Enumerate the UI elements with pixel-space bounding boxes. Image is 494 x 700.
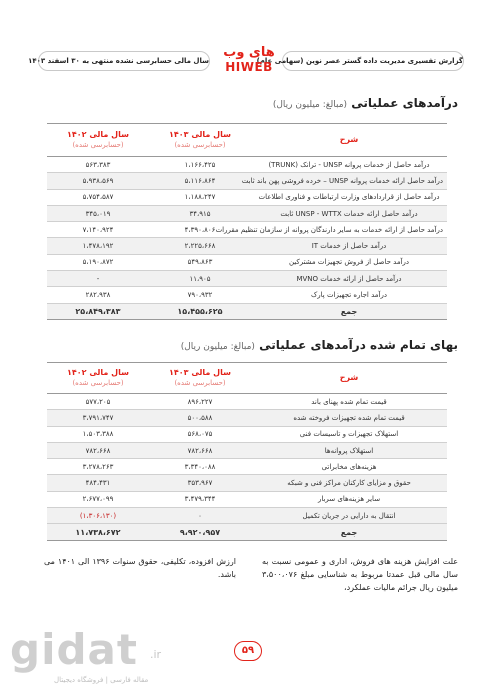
table-row bbox=[47, 271, 447, 287]
revenue-col-desc: شرح bbox=[251, 124, 447, 157]
table-row bbox=[47, 173, 447, 189]
cost-table-header bbox=[47, 363, 447, 394]
total-1402: ۲۵،۸۴۹،۳۸۳ bbox=[47, 303, 149, 319]
row-desc: استهلاک تجهیزات و تاسیسات فنی bbox=[251, 426, 447, 442]
value-1403: ۳،۳۴۰،۰۸۸ bbox=[149, 459, 251, 475]
revenue-section-title bbox=[273, 96, 458, 110]
page-header bbox=[28, 45, 463, 76]
value-1402: (۱،۳۰۶،۱۳۰) bbox=[47, 508, 149, 524]
value-1402: ۳۴۵،۰۱۹ bbox=[47, 205, 149, 221]
revenue-col-1402-sub: (حسابرسی شده) bbox=[72, 141, 124, 149]
value-1403: ۳،۴۷۹،۳۴۴ bbox=[149, 491, 251, 507]
value-1403: ۷۸۲،۶۶۸ bbox=[149, 442, 251, 458]
total-label: جمع bbox=[251, 303, 447, 319]
table-row bbox=[47, 442, 447, 458]
row-desc: درآمد حاصل از قراردادهای وزارت ارتباطات و فناوری اطلاعات bbox=[251, 189, 447, 205]
revenue-col-1403-sub: (حسابرسی شده) bbox=[174, 141, 226, 149]
value-1403: ۰ bbox=[149, 508, 251, 524]
row-desc: هزینه‌های مخابراتی bbox=[251, 459, 447, 475]
total-label: جمع bbox=[251, 524, 447, 540]
cost-col-1402 bbox=[47, 363, 149, 394]
cost-col-1403-sub: (حسابرسی شده) bbox=[174, 379, 226, 387]
period-pill: سال مالی حسابرسی نشده منتهی به ۳۰ اسفند ۱۴۰۳ bbox=[38, 51, 210, 71]
row-desc: قیمت تمام شده پهنای باند bbox=[251, 394, 447, 410]
value-1402: ۵،۷۵۴،۵۸۷ bbox=[47, 189, 149, 205]
logo-persian-text: های وب bbox=[223, 45, 275, 60]
table-row bbox=[47, 205, 447, 221]
total-1402: ۱۱،۷۳۸،۶۷۲ bbox=[47, 524, 149, 540]
revenue-col-1402-label: سال مالی ۱۴۰۲ bbox=[67, 130, 129, 139]
value-1403: ۷۹۰،۹۳۲ bbox=[149, 287, 251, 303]
row-desc: درآمد حاصل از خدمات IT bbox=[251, 238, 447, 254]
hiweb-logo bbox=[220, 46, 278, 76]
revenue-col-1403-label: سال مالی ۱۴۰۳ bbox=[169, 130, 231, 139]
cost-col-1403 bbox=[149, 363, 251, 394]
table-row bbox=[47, 508, 447, 524]
value-1403: ۵۴۹،۸۶۳ bbox=[149, 254, 251, 270]
cost-col-desc: شرح bbox=[251, 363, 447, 394]
cost-title-text: بهای تمام شده درآمدهای عملیاتی bbox=[259, 338, 458, 352]
value-1402: ۵،۱۹۰،۸۷۲ bbox=[47, 254, 149, 270]
table-row bbox=[47, 475, 447, 491]
watermark-caption: مقاله فارسی | فروشگاه دیجیتال bbox=[54, 676, 149, 684]
value-1402: ۱،۴۷۸،۱۹۲ bbox=[47, 238, 149, 254]
row-desc: درآمد حاصل از خدمات پروانه UNSP - ترانک (TRUNK) bbox=[251, 157, 447, 173]
value-1402: ۲،۶۷۷،۰۹۹ bbox=[47, 491, 149, 507]
cost-col-1402-sub: (حسابرسی شده) bbox=[72, 379, 124, 387]
table-row bbox=[47, 491, 447, 507]
value-1402: ۲۸۲،۹۳۸ bbox=[47, 287, 149, 303]
value-1403: ۲،۲۲۵،۶۶۸ bbox=[149, 238, 251, 254]
cost-col-1402-label: سال مالی ۱۴۰۲ bbox=[67, 368, 129, 377]
table-row bbox=[47, 157, 447, 173]
table-row bbox=[47, 238, 447, 254]
cost-table bbox=[47, 362, 447, 541]
value-1402: ۵۷۷،۲۰۵ bbox=[47, 394, 149, 410]
watermark-tld: .ir bbox=[150, 648, 162, 661]
table-row bbox=[47, 222, 447, 238]
table-row bbox=[47, 410, 447, 426]
cost-section-title bbox=[181, 338, 458, 352]
table-row bbox=[47, 254, 447, 270]
table-row bbox=[47, 394, 447, 410]
value-1403: ۳۴،۹۱۵ bbox=[149, 205, 251, 221]
note-paragraph-left: ارزش افزوده، تکلیفی، حقوق سنوات ۱۳۹۶ الی ۱۴۰۱ می باشد. bbox=[44, 557, 236, 579]
row-desc: درآمد حاصل ارائه خدمات UNSP - WTTX ثابت bbox=[251, 205, 447, 221]
value-1403: ۵۶۸،۰۷۵ bbox=[149, 426, 251, 442]
value-1402: ۵،۹۳۸،۵۶۹ bbox=[47, 173, 149, 189]
value-1403: ۱،۱۸۸،۲۴۷ bbox=[149, 189, 251, 205]
table-row bbox=[47, 189, 447, 205]
cost-unit: (مبالغ: میلیون ریال) bbox=[180, 342, 255, 352]
row-desc: درآمد حاصل از ارائه خدمات MVNO bbox=[251, 271, 447, 287]
watermark bbox=[10, 626, 180, 696]
report-title-pill: گزارش تفسیری مدیریت داده گستر عصر نوین (سهامی عام) bbox=[282, 51, 464, 71]
revenue-col-1402 bbox=[47, 124, 149, 157]
value-1403: ۸۹۶،۲۲۷ bbox=[149, 394, 251, 410]
row-desc: درآمد اجاره تجهیزات پارک bbox=[251, 287, 447, 303]
value-1403: ۱،۱۶۶،۴۲۵ bbox=[149, 157, 251, 173]
value-1402: ۳،۷۹۱،۷۴۷ bbox=[47, 410, 149, 426]
row-desc: قیمت تمام شده تجهیزات فروخته شده bbox=[251, 410, 447, 426]
value-1402: ۵۶۳،۳۸۳ bbox=[47, 157, 149, 173]
row-desc: استهلاک پروانه‌ها bbox=[251, 442, 447, 458]
table-row bbox=[47, 459, 447, 475]
row-desc: انتقال به دارایی در جریان تکمیل bbox=[251, 508, 447, 524]
table-row bbox=[47, 287, 447, 303]
revenue-table bbox=[47, 123, 447, 320]
table-row bbox=[47, 426, 447, 442]
value-1403: ۴،۳۹۰،۸۰۶ bbox=[149, 222, 251, 238]
row-desc: درآمد حاصل از فروش تجهیزات مشترکین bbox=[251, 254, 447, 270]
revenue-table-header bbox=[47, 124, 447, 157]
value-1402: ۴۸۴،۴۳۱ bbox=[47, 475, 149, 491]
cost-col-1403-label: سال مالی ۱۴۰۳ bbox=[169, 368, 231, 377]
value-1402: ۷۸۲،۶۶۸ bbox=[47, 442, 149, 458]
row-desc: حقوق و مزایای کارکنان مراکز فنی و شبکه bbox=[251, 475, 447, 491]
watermark-brand: gidat bbox=[10, 625, 138, 674]
value-1403: ۵،۱۱۶،۸۶۴ bbox=[149, 173, 251, 189]
cost-total-row bbox=[47, 524, 447, 540]
value-1403: ۳۵۳،۹۶۷ bbox=[149, 475, 251, 491]
row-desc: درآمد حاصل ارائه خدمات پروانه UNSP – خرده فروشی پهن باند ثابت bbox=[251, 173, 447, 189]
value-1403: ۱۱،۹۰۵ bbox=[149, 271, 251, 287]
value-1402: ۷،۱۴۰،۹۲۴ bbox=[47, 222, 149, 238]
row-desc: سایر هزینه‌های سربار bbox=[251, 491, 447, 507]
value-1403: ۵۰۰،۵۸۸ bbox=[149, 410, 251, 426]
value-1402: ۱،۵۰۳،۳۸۸ bbox=[47, 426, 149, 442]
value-1402: - bbox=[47, 271, 149, 287]
total-1403: ۹،۹۲۰،۹۵۷ bbox=[149, 524, 251, 540]
total-1403: ۱۵،۴۵۵،۶۲۵ bbox=[149, 303, 251, 319]
note-paragraph-right: علت افزایش هزینه های فروش، اداری و عمومی نسبت به سال مالی قبل عمدتا مربوط به شناسایی مبلغ ۳،۵۰۰،۰۷۶ میلیون ریال جرائم مالیات عملکرد، bbox=[262, 557, 458, 592]
page-number: ۵۹ bbox=[234, 641, 262, 661]
row-desc: درآمد حاصل از ارائه خدمات به سایر دارندگان پروانه از سازمان تنظیم مقررات bbox=[251, 222, 447, 238]
revenue-unit: (مبالغ: میلیون ریال) bbox=[272, 100, 348, 110]
revenue-col-1403 bbox=[149, 124, 251, 157]
logo-english-text: HIWEB bbox=[225, 60, 273, 74]
value-1402: ۳،۲۷۸،۲۶۳ bbox=[47, 459, 149, 475]
revenue-title-text: درآمدهای عملیاتی bbox=[351, 96, 458, 110]
revenue-total-row bbox=[47, 303, 447, 319]
